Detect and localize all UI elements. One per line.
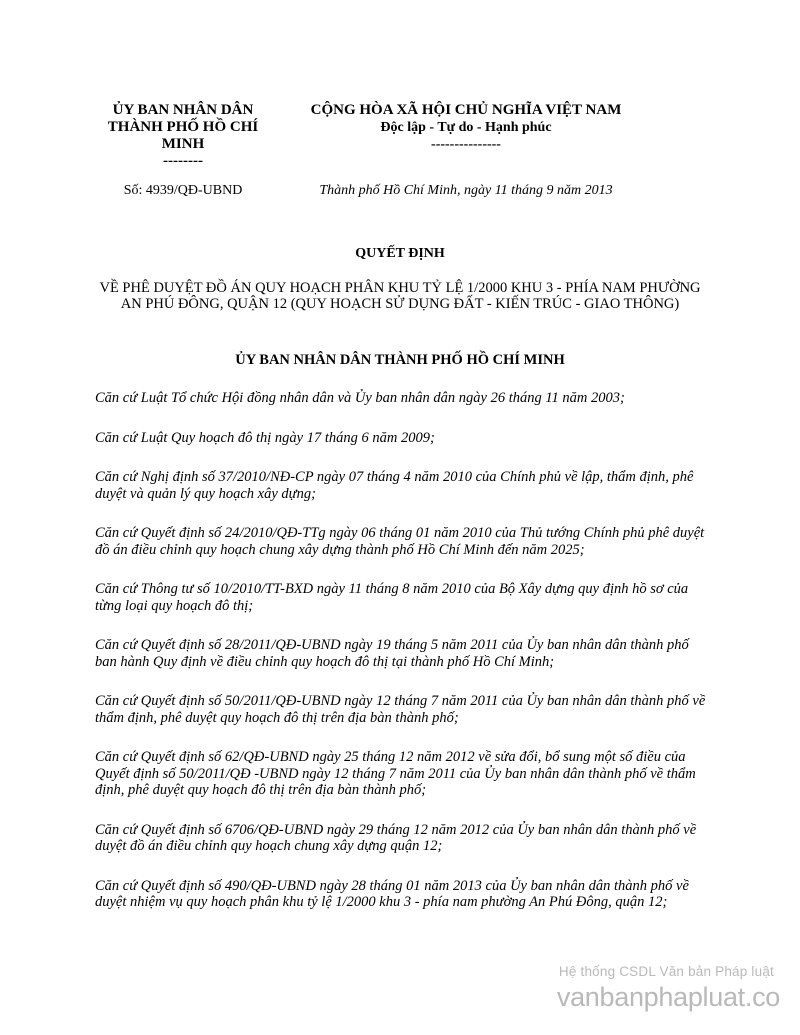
watermark <box>557 964 780 1013</box>
watermark-caption: Hệ thống CSDL Văn bản Pháp luật <box>558 964 774 979</box>
issuing-authority <box>95 102 271 170</box>
authority-heading: ỦY BAN NHÂN DÂN THÀNH PHỐ HỒ CHÍ MINH <box>235 352 565 368</box>
legal-basis-item: Căn cứ Luật Tổ chức Hội đồng nhân dân và Ủy ban nhân dân ngày 26 tháng 11 năm 2003; <box>95 390 625 406</box>
document-date: Thành phố Hồ Chí Minh, ngày 11 tháng 9 năm 2013 <box>319 183 613 198</box>
legal-basis-item: Căn cứ Quyết định số 24/2010/QĐ-TTg ngày 06 tháng 01 năm 2010 của Thủ tướng Chính phủ phê duyệt đồ án điều chỉnh quy hoạch chung xây dựng thành phố Hồ Chí Minh đến năm 2025; <box>95 525 705 558</box>
legal-basis-item: Căn cứ Quyết định số 490/QĐ-UBND ngày 28 tháng 01 năm 2013 của Ủy ban nhân dân thành phố về duyệt nhiệm vụ quy hoạch phân khu tỷ lệ 1/2000 khu 3 - phía nam phường An Phú Đông, quận 12; <box>95 877 689 910</box>
legal-basis-item: Căn cứ Quyết định số 50/2011/QĐ-UBND ngày 12 tháng 7 năm 2011 của Ủy ban nhân dân thành phố về thẩm định, phê duyệt quy hoạch đô thị trên địa bàn thành phố; <box>95 693 706 726</box>
national-title <box>288 102 644 153</box>
authority-rule: -------- <box>163 153 203 169</box>
legal-basis-item: Căn cứ Quyết định số 6706/QĐ-UBND ngày 29 tháng 12 năm 2012 của Ủy ban nhân dân thành phố về duyệt đồ án điều chỉnh quy hoạch chung xây dựng quận 12; <box>95 821 697 854</box>
document-number: Số: 4939/QĐ-UBND <box>123 183 243 198</box>
legal-basis-item: Căn cứ Nghị định số 37/2010/NĐ-CP ngày 07 tháng 4 năm 2010 của Chính phủ về lập, thẩm định, phê duyệt và quản lý quy hoạch xây dựng; <box>95 469 694 502</box>
watermark-site: vanbanphapluat.co <box>556 982 780 1012</box>
national-name: CỘNG HÒA XÃ HỘI CHỦ NGHĨA VIỆT NAM <box>310 102 622 118</box>
authority-line-1: ỦY BAN NHÂN DÂN <box>112 102 254 118</box>
authority-line-2: THÀNH PHỐ HỒ CHÍ <box>107 119 259 135</box>
legal-basis-item: Căn cứ Quyết định số 62/QĐ-UBND ngày 25 tháng 12 năm 2012 về sửa đổi, bổ sung một số điều của Quyết định số 50/2011/QĐ -UBND ngày 12 tháng 7 năm 2011 của Ủy ban nhân dân thành phố về thẩm định, phê duyệt quy hoạch đô thị trên địa bàn thành phố; <box>95 749 696 798</box>
legal-basis-item: Căn cứ Quyết định số 28/2011/QĐ-UBND ngày 19 tháng 5 năm 2011 của Ủy ban nhân dân thành phố ban hành Quy định về điều chỉnh quy hoạch đô thị tại thành phố Hồ Chí Minh; <box>95 637 689 670</box>
document-title: QUYẾT ĐỊNH <box>355 246 445 261</box>
legal-basis-item: Căn cứ Luật Quy hoạch đô thị ngày 17 tháng 6 năm 2009; <box>95 429 435 446</box>
national-rule: --------------- <box>431 137 501 152</box>
national-motto: Độc lập - Tự do - Hạnh phúc <box>380 120 552 135</box>
legal-basis-list <box>95 390 707 934</box>
document-subject: VỀ PHÊ DUYỆT ĐỒ ÁN QUY HOẠCH PHÂN KHU TỶ LỆ 1/2000 KHU 3 - PHÍA NAM PHƯỜNG AN PHÚ ĐÔNG, QUẬN 12 (QUY HOẠCH SỬ DỤNG ĐẤT - KIẾN TRÚC - GIAO THÔNG) <box>99 280 701 312</box>
authority-line-3: MINH <box>161 136 205 152</box>
legal-basis-item: Căn cứ Thông tư số 10/2010/TT-BXD ngày 11 tháng 8 năm 2010 của Bộ Xây dựng quy định hồ sơ của từng loại quy hoạch đô thị; <box>95 581 689 614</box>
